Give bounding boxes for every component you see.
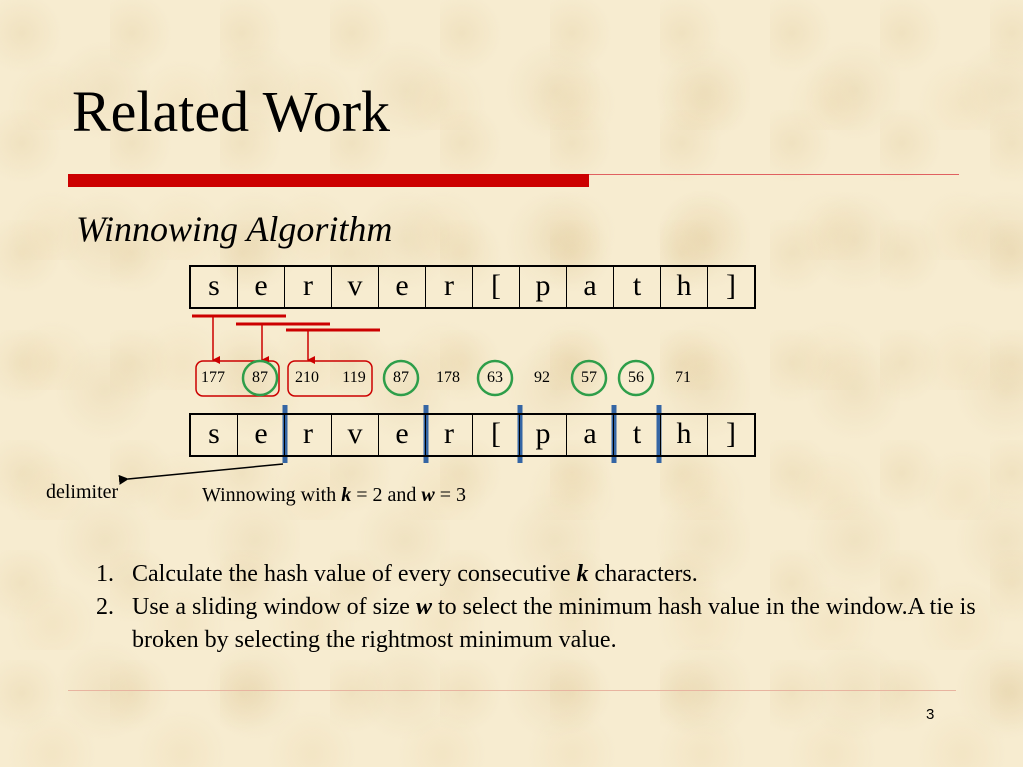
char-cell: p: [520, 267, 567, 307]
footer-divider: [68, 690, 956, 691]
hash-value: 87: [252, 369, 268, 386]
char-cell: r: [285, 415, 332, 455]
step-item: [96, 591, 976, 657]
hash-value: 57: [581, 369, 597, 386]
caption-prefix: Winnowing with: [202, 484, 342, 506]
char-cell: r: [285, 267, 332, 307]
step-number: 1.: [96, 561, 114, 587]
step-text: [132, 591, 976, 657]
char-cell: e: [238, 267, 285, 307]
delimiter-pointer-arrow: [128, 464, 283, 479]
caption-k-symbol: k: [341, 484, 352, 506]
char-cell: t: [614, 415, 661, 455]
char-cell: [: [473, 415, 520, 455]
char-cell: [: [473, 267, 520, 307]
step-text: [132, 558, 698, 591]
delimiter-label: delimiter: [46, 481, 119, 503]
step-text-part: to select the minimum hash value in the window.A tie is broken by selecting the rightmost minimum value.: [132, 594, 976, 653]
char-cell: r: [426, 415, 473, 455]
caption-w-symbol: w: [421, 484, 435, 506]
char-cell: s: [191, 267, 238, 307]
k-gram-brackets: [192, 316, 380, 360]
hash-value: 177: [201, 369, 225, 386]
hash-value: 63: [487, 369, 503, 386]
step-emphasis: w: [415, 594, 432, 620]
step-text-part: Calculate the hash value of every consecutive: [132, 561, 577, 587]
char-cell: v: [332, 267, 379, 307]
hash-value: 71: [675, 369, 691, 386]
char-cell: v: [332, 415, 379, 455]
page-number: 3: [926, 706, 935, 723]
step-item: [96, 558, 976, 591]
char-cell: e: [379, 267, 426, 307]
algorithm-steps: [96, 558, 976, 657]
hash-value: 119: [342, 369, 366, 386]
char-cell: a: [567, 267, 614, 307]
winnowing-caption: [202, 484, 466, 507]
step-text-part: Use a sliding window of size: [132, 594, 416, 620]
char-cell: t: [614, 267, 661, 307]
char-cell: e: [238, 415, 285, 455]
step-emphasis: k: [576, 561, 589, 587]
char-cell: h: [661, 267, 708, 307]
char-cell: e: [379, 415, 426, 455]
char-cell: a: [567, 415, 614, 455]
char-cell: r: [426, 267, 473, 307]
hash-value: 92: [534, 369, 550, 386]
caption-k-value: = 2 and: [351, 484, 422, 506]
slide-subtitle: Winnowing Algorithm: [76, 209, 393, 249]
slide-title: Related Work: [72, 79, 391, 144]
char-cell: p: [520, 415, 567, 455]
step-number: 2.: [96, 594, 114, 620]
fingerprint-character-row: [189, 413, 756, 457]
char-cell: h: [661, 415, 708, 455]
hash-value: 56: [628, 369, 644, 386]
step-text-part: characters.: [588, 561, 698, 587]
hash-value: 87: [393, 369, 409, 386]
char-cell: ]: [726, 269, 736, 302]
hash-value: 210: [295, 369, 319, 386]
char-cell: ]: [726, 417, 736, 450]
char-cell: s: [191, 415, 238, 455]
caption-w-value: = 3: [434, 484, 466, 506]
hash-value: 178: [436, 369, 460, 386]
